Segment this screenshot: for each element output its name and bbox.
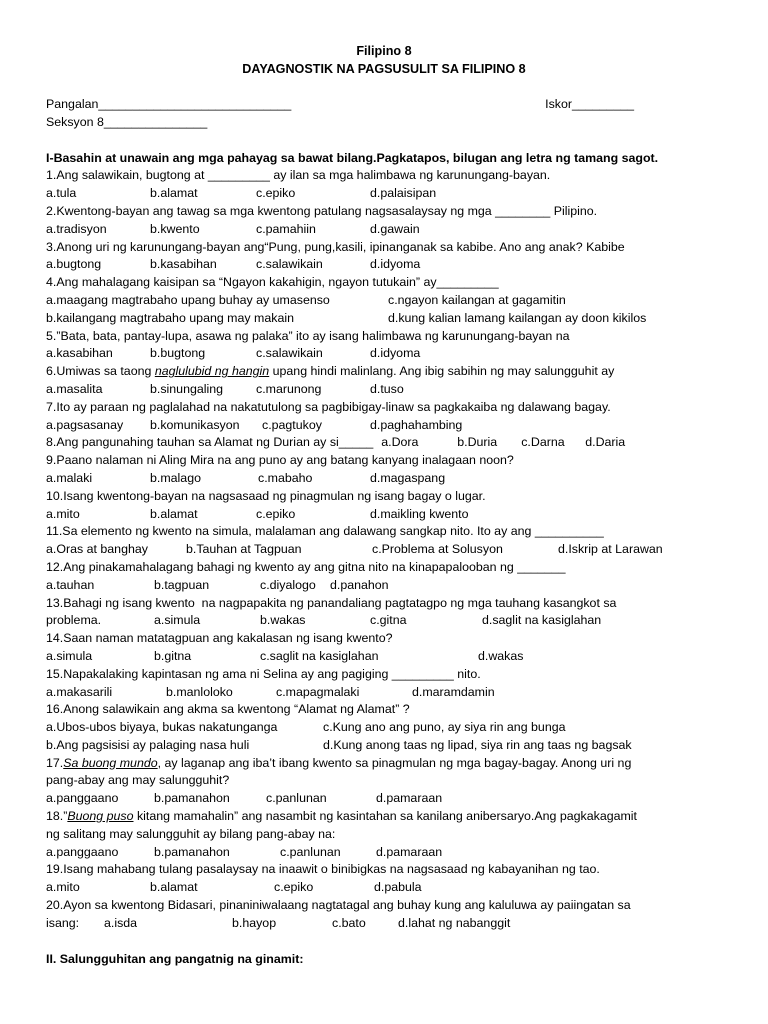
option-c[interactable]: c.Kung ano ang puno, ay siya rin ang bunga [323,720,566,735]
option-b[interactable]: b.pamanahon [154,844,230,859]
option-d[interactable]: d.Iskrip at Larawan [558,542,663,557]
question-5-options [46,345,722,363]
option-d[interactable]: d.panahon [330,577,389,592]
question-15-options [46,684,722,702]
option-c[interactable]: c.panlunan [266,791,327,806]
option-d[interactable]: d.idyoma [370,346,421,361]
option-a[interactable]: a.panggaano [46,844,119,859]
option-a[interactable]: a.bugtong [46,257,102,272]
question-13: 13.Bahagi ng isang kwento na nagpapakita ng panandaliang pagtatagpo ng mga tauhang kasangkot sa [46,595,617,610]
option-b[interactable]: b.kwento [150,221,200,236]
question-17 [46,755,722,773]
question-4-options-row2 [46,310,722,328]
question-7-options [46,417,722,435]
option-b[interactable]: b.kasabihan [150,257,217,272]
option-b[interactable]: b.komunikasyon [150,417,240,432]
question-17-text: , ay laganap ang iba’t ibang kwento sa pinagmulan ng mga bagay-bagay. Anong uri ng [157,755,632,770]
question-2-options [46,221,722,239]
question-4: 4.Ang mahalagang kaisipan sa “Ngayon kakahigin, ngayon tutukain” ay_________ [46,275,499,290]
question-18-text: kitang mamahalin” ang nasambit ng kasintahan sa kanilang anibersaryo.Ang pagkakagamit [133,809,638,824]
name-score-row [46,96,722,114]
question-17-options [46,790,722,808]
option-c[interactable]: c.Darna [521,435,565,450]
option-a[interactable]: a.tula [46,186,77,201]
option-c[interactable]: c.diyalogo [260,577,316,592]
option-a[interactable]: a.malaki [46,470,93,485]
option-c[interactable]: c.Problema at Solusyon [372,542,503,557]
question-6 [46,363,722,381]
option-b[interactable]: b.manloloko [166,684,233,699]
document-page [46,42,722,968]
option-b[interactable]: b.pamanahon [154,791,230,806]
option-d[interactable]: d.wakas [478,648,524,663]
option-c[interactable]: c.salawikain [256,257,323,272]
option-c[interactable]: c.gitna [370,613,407,628]
option-b[interactable]: b.bugtong [150,346,206,361]
question-5: 5.”Bata, bata, pantay-lupa, asawa ng palaka” ito ay isang halimbawa ng karunungang-bayan na [46,328,570,343]
option-b[interactable]: b.gitna [154,648,192,663]
option-a[interactable]: a.panggaano [46,791,119,806]
option-c[interactable]: c.epiko [256,506,296,521]
option-d[interactable]: d.pabula [374,880,422,895]
question-12: 12.Ang pinakamahalagang bahagi ng kwento ay ang gitna nito na kinapapalooban ng _______ [46,559,566,574]
question-10-options [46,506,722,524]
part2-instruction: II. Salungguhitan ang pangatnig na ginamit: [46,951,304,966]
option-a[interactable]: a.Dora [381,435,419,450]
section-field[interactable]: Seksyon 8_______________ [46,114,208,129]
question-1-options [46,185,722,203]
question-7: 7.Ito ay paraan ng paglalahad na nakatutulong sa pagbibigay-linaw sa pagkakaiba ng dalawang bagay. [46,399,611,414]
option-a[interactable]: a.Ubos-ubos biyaya, bukas nakatunganga [46,720,278,735]
option-a[interactable]: a.mito [46,506,80,521]
part1-instruction: I-Basahin at unawain ang mga pahayag sa bawat bilang.Pagkatapos, bilugan ang letra ng tamang sagot. [46,150,659,165]
underlined-phrase: Buong puso [67,809,134,824]
score-field[interactable]: Iskor_________ [545,97,634,111]
question-17-number: 17. [46,755,64,770]
option-b[interactable]: b.alamat [150,186,198,201]
option-b[interactable]: b.sinungaling [150,381,224,396]
option-b[interactable]: b.wakas [260,613,306,628]
question-12-options [46,577,722,595]
option-c[interactable]: c.bato [332,915,366,930]
option-b[interactable]: b.alamat [150,506,198,521]
option-a[interactable]: a.tradisyon [46,221,107,236]
question-20: 20.Ayon sa kwentong Bidasari, pinaniniwalaang nagtatagal ang buhay kung ang kaluluwa ay paiingatan sa [46,898,631,913]
option-d[interactable]: d.maikling kwento [370,506,469,521]
question-1: 1.Ang salawikain, bugtong at _________ ay ilan sa mga halimbawa ng karunungang-bayan. [46,168,551,183]
question-14-options [46,648,722,666]
option-a[interactable]: a.simula [46,648,93,663]
option-d[interactable]: d.palaisipan [370,186,437,201]
option-d[interactable]: d.gawain [370,221,420,236]
option-a[interactable]: a.masalita [46,381,103,396]
question-6-text-start: 6.Umiwas sa taong [46,364,155,379]
option-d[interactable]: d.Daria [585,435,626,450]
question-18-number: 18.” [46,809,68,824]
option-d[interactable]: d.paghahambing [370,417,463,432]
option-a[interactable]: a.Oras at banghay [46,542,148,557]
question-16-options-row1 [46,719,722,737]
question-13-options [46,612,722,630]
option-b[interactable]: b.hayop [232,915,277,930]
option-c[interactable]: c.saglit na kasiglahan [260,648,379,663]
question-16-options-row2 [46,737,722,755]
option-c[interactable]: c.salawikain [256,346,323,361]
option-d[interactable]: d.lahat ng nabanggit [398,915,511,930]
option-b[interactable]: b.kailangang magtrabaho upang may makain [46,310,294,325]
option-d[interactable]: d.pamaraan [376,791,443,806]
option-a[interactable]: a.simula [154,613,201,628]
option-c[interactable]: c.epiko [274,880,314,895]
question-2: 2.Kwentong-bayan ang tawag sa mga kwentong patulang nagsasalaysay ng mga ________ Pilipino. [46,203,598,218]
question-16: 16.Anong salawikain ang akma sa kwentong “Alamat ng Alamat” ? [46,702,410,717]
underlined-phrase: naglulubid ng hangin [154,364,270,379]
question-3: 3.Anong uri ng karunungang-bayan ang“Pung, pung,kasili, ipinanganak sa kabibe. Ano ang anak? Kabibe [46,239,625,254]
option-a[interactable]: a.maagang magtrabaho upang buhay ay umasenso [46,292,330,307]
option-b[interactable]: b.Duria [457,435,498,450]
option-b[interactable]: b.Tauhan at Tagpuan [186,542,302,557]
question-10: 10.Isang kwentong-bayan na nagsasaad ng pinagmulan ng isang bagay o lugar. [46,488,486,503]
option-d[interactable]: d.saglit na kasiglahan [482,613,602,628]
question-15: 15.Napakalaking kapintasan ng ama ni Selina ay ang pagiging _________ nito. [46,666,481,681]
option-c[interactable]: c.marunong [256,381,322,396]
question-19: 19.Isang mahabang tulang pasalaysay na inaawit o binibigkas na nagsasaad ng kabayanihan ng tao. [46,862,600,877]
option-c[interactable]: c.pamahiin [256,221,316,236]
question-9-options [46,470,722,488]
question-4-options-row1 [46,292,722,310]
question-9: 9.Paano nalaman ni Aling Mira na ang puno ay ang batang kanyang inalagaan noon? [46,453,514,468]
question-3-options [46,256,722,274]
option-d[interactable]: d.tuso [370,381,404,396]
option-b[interactable]: b.Ang pagsisisi ay palaging nasa huli [46,737,250,752]
question-11: 11.Sa elemento ng kwento na simula, malalaman ang dalawang sangkap nito. Ito ay ang __________ [46,524,604,539]
question-13-lead: problema. [46,613,102,628]
option-c[interactable]: c.pagtukoy [262,417,322,432]
option-b[interactable]: b.alamat [150,880,198,895]
name-field[interactable]: Pangalan____________________________ [46,97,292,111]
question-8-stem: 8.Ang pangunahing tauhan sa Alamat ng Durian ay si_____ [46,435,374,450]
option-c[interactable]: c.mabaho [258,470,313,485]
question-18-options [46,844,722,862]
question-14: 14.Saan naman matatagpuan ang kakalasan ng isang kwento? [46,631,393,646]
option-d[interactable]: d.Kung anong taas ng lipad, siya rin ang taas ng bagsak [323,737,632,752]
question-18-continued: ng salitang may salungguhit ay bilang pang-abay na: [46,826,336,841]
option-b[interactable]: b.malago [150,470,201,485]
option-a[interactable]: a.isda [104,915,138,930]
question-20-lead: isang: [46,915,80,930]
question-20-options [46,915,722,933]
document-subject: Filipino 8 [356,44,412,58]
question-6-text-end: upang hindi malinlang. Ang ibig sabihin ng may salungguhit ay [269,364,615,379]
option-c[interactable]: c.ngayon kailangan at gagamitin [388,292,566,307]
option-c[interactable]: c.mapagmalaki [276,684,360,699]
question-17-continued: pang-abay ang may salungguhit? [46,773,230,788]
option-a[interactable]: a.kasabihan [46,346,113,361]
option-a[interactable]: a.tauhan [46,577,95,592]
underlined-phrase: Sa buong mundo [63,755,158,770]
option-d[interactable]: d.idyoma [370,257,421,272]
option-a[interactable]: a.mito [46,880,80,895]
option-c[interactable]: c.epiko [256,186,296,201]
option-c[interactable]: c.panlunan [280,844,341,859]
question-19-options [46,879,722,897]
question-18 [46,808,722,826]
document-title: DAYAGNOSTIK NA PAGSUSULIT SA FILIPINO 8 [242,62,526,76]
question-11-options [46,541,722,559]
option-d[interactable]: d.magaspang [370,470,446,485]
option-d[interactable]: d.pamaraan [376,844,443,859]
option-b[interactable]: b.tagpuan [154,577,210,592]
question-8 [46,434,722,452]
option-d[interactable]: d.kung kalian lamang kailangan ay doon kikilos [388,310,647,325]
option-a[interactable]: a.makasarili [46,684,113,699]
option-d[interactable]: d.maramdamin [412,684,495,699]
question-6-options [46,381,722,399]
option-a[interactable]: a.pagsasanay [46,417,124,432]
